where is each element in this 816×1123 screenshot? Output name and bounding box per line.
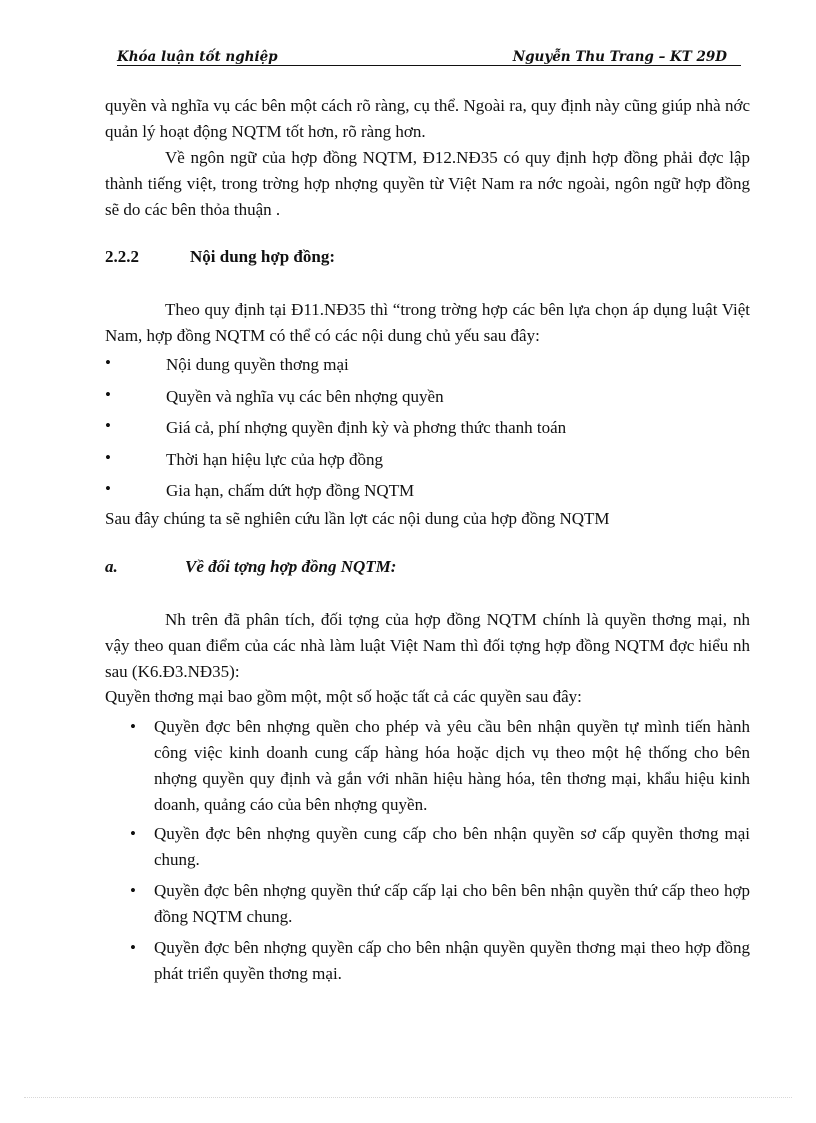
- list-item: [105, 418, 750, 444]
- paragraph-5: Nh trên đã phân tích, đối tợng của hợp đồng NQTM chính là quyền thơng mại, nh vậy theo quan điểm của các nhà làm luật Việt Nam thì đối tợng hợp đồng NQTM đợc hiểu nh sau (K6.Đ3.NĐ35):: [105, 610, 750, 681]
- list-item-text: Quyền và nghĩa vụ các bên nhợng quyền: [166, 387, 444, 406]
- bullet-icon: •: [130, 717, 136, 736]
- page-header: [117, 49, 741, 67]
- section-number: 2.2.2: [105, 247, 139, 266]
- bullet-icon: •: [105, 353, 111, 372]
- list-item-text: Gia hạn, chấm dứt hợp đồng NQTM: [166, 481, 415, 500]
- list-item-text: Thời hạn hiệu lực của hợp đồng: [166, 450, 383, 469]
- list-item-text: Nội dung quyền thơng mại: [166, 355, 349, 374]
- section-title: Về đối tợng hợp đồng NQTM:: [185, 557, 397, 576]
- paragraph-1: quyền và nghĩa vụ các bên một cách rõ ràng, cụ thể. Ngoài ra, quy định này cũng giúp nhà nớc quản lý hoạt động NQTM tốt hơn, rõ ràng hơn.: [105, 96, 750, 141]
- list-item: [105, 355, 750, 381]
- bullet-icon: •: [130, 824, 136, 843]
- section-title: Nội dung hợp đồng:: [190, 247, 336, 266]
- list-item-text: Giá cả, phí nhợng quyền định kỳ và phơng thức thanh toán: [166, 418, 567, 437]
- bullet-icon: •: [105, 385, 111, 404]
- header-rule: [117, 65, 741, 66]
- header-right: Nguyễn Thu Trang – KT 29D: [512, 49, 727, 65]
- list-item: [105, 481, 750, 507]
- list-item-text: Quyền đợc bên nhợng quyền thứ cấp cấp lại cho bên bên nhận quyền thứ cấp theo hợp đồng NQTM chung.: [154, 881, 750, 926]
- list-item-text: Quyền đợc bên nhợng quyền cấp cho bên nhận quyền quyền thơng mại theo hợp đồng phát triển quyền thơng mại.: [154, 938, 750, 983]
- paragraph-4: Sau đây chúng ta sẽ nghiên cứu lần lợt các nội dung của hợp đồng NQTM: [105, 509, 610, 528]
- list-item-text: Quyền đợc bên nhợng quền cho phép và yêu cầu bên nhận quyền tự mình tiến hành công việc kinh doanh cung cấp hàng hóa hoặc dịch vụ theo một hệ thống cho bên nhợng quyền quy định và gắn với nhãn hiệu hàng hóa, tên thơng mại, khẩu hiệu kinh doanh, quảng cáo của bên nhợng quyền.: [154, 717, 750, 814]
- paragraph-2: Về ngôn ngữ của hợp đồng NQTM, Đ12.NĐ35 có quy định hợp đồng phải đợc lập thành tiếng việt, trong trờng hợp nhợng quyền từ Việt Nam ra nớc ngoài, ngôn ngữ hợp đồng sẽ do các bên thỏa thuận .: [105, 148, 750, 219]
- paragraph-6: Quyền thơng mại bao gồm một, một số hoặc tất cả các quyền sau đây:: [105, 687, 582, 706]
- section-number: a.: [105, 557, 118, 576]
- list-item: [105, 387, 750, 413]
- bullet-icon: •: [105, 416, 111, 435]
- bullet-icon: •: [105, 448, 111, 467]
- list-item-text: Quyền đợc bên nhợng quyền cung cấp cho bên nhận quyền sơ cấp quyền thơng mại chung.: [154, 824, 750, 869]
- bullet-icon: •: [105, 479, 111, 498]
- paragraph-3: Theo quy định tại Đ11.NĐ35 thì “trong trờng hợp các bên lựa chọn áp dụng luật Việt Nam, hợp đồng NQTM có thể có các nội dung chủ yếu sau đây:: [105, 300, 750, 345]
- header-left: Khóa luận tốt nghiệp: [117, 49, 278, 65]
- list-item: [105, 450, 750, 476]
- bullet-icon: •: [130, 881, 136, 900]
- bullet-icon: •: [130, 938, 136, 957]
- footer-divider: [24, 1097, 792, 1098]
